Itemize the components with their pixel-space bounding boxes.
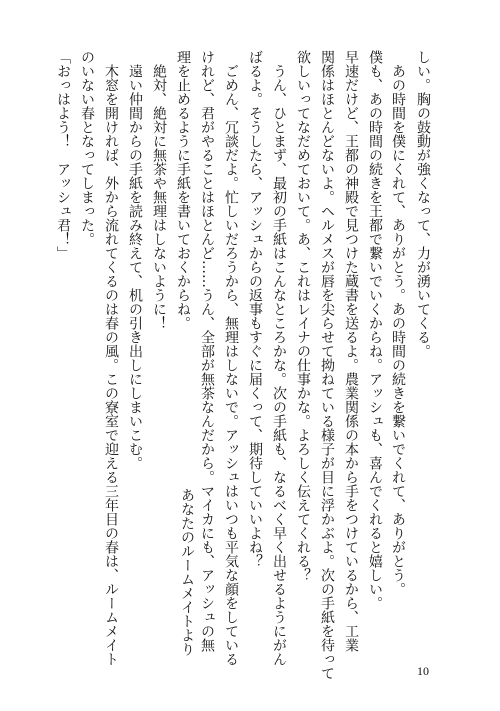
text-line: しい。胸の鼓動が強くなって、力が湧いてくる。	[415, 50, 431, 358]
text-line: 欲しいってなだめておいて。あ、これはレイナの仕事かな。よろしく伝えてくれる？	[295, 50, 311, 582]
page-number: 10	[417, 664, 429, 678]
text-line: うん、ひとまず、最初の手紙はこんなところかな。次の手紙も、なるべく早く出せるようにがん	[271, 64, 287, 666]
text-line: 早速だけど、王都の神殿で見つけた蔵書を送るよ。農業関係の本から手をつけているから、工業	[343, 50, 359, 652]
text-line: 遠い仲間からの手紙を読み終えて、机の引き出しにしまいこむ。	[127, 64, 143, 470]
text-line: ごめん、冗談だよ。忙しいだろうから、無理はしないで。アッシュはいつも平気な顔をしている	[223, 64, 239, 666]
text-line: あの時間を僕にくれて、ありがとう。あの時間の続きを繋いでくれて、ありがとう。	[390, 64, 406, 596]
letter-signature: あなたのルームメイトより	[179, 488, 195, 656]
text-line: 関係はほとんどないよ。ヘルメスが唇を尖らせて拗ねている様子が目に浮かぶよ。次の手紙を待って	[319, 50, 335, 680]
text-line: ばるよ。そうしたら、アッシュからの返事もすぐに届くって、期待していいよね？	[247, 50, 263, 568]
text-line: けれど、君がやることはほとんど……うん、全部が無茶なんだから。マイカにも、アッシュの無	[199, 50, 215, 652]
text-line: 理を止めるように手紙を書いておくからね。	[175, 50, 191, 330]
text-line: 僕も、あの時間の続きを王都で繋いでいくからね。アッシュも、喜んでくれると嬉しい。	[367, 50, 383, 610]
text-line: のいない春となってしまった。	[79, 50, 95, 246]
text-line: 木窓を開ければ、外から流れてくるのは春の風。この寮室で迎える三年目の春は、ルームメイト	[103, 64, 119, 666]
text-line: 「おっはよう！ アッシュ君！」	[55, 50, 71, 260]
text-line: 絶対、絶対に無茶や無理はしないように！	[151, 64, 167, 330]
